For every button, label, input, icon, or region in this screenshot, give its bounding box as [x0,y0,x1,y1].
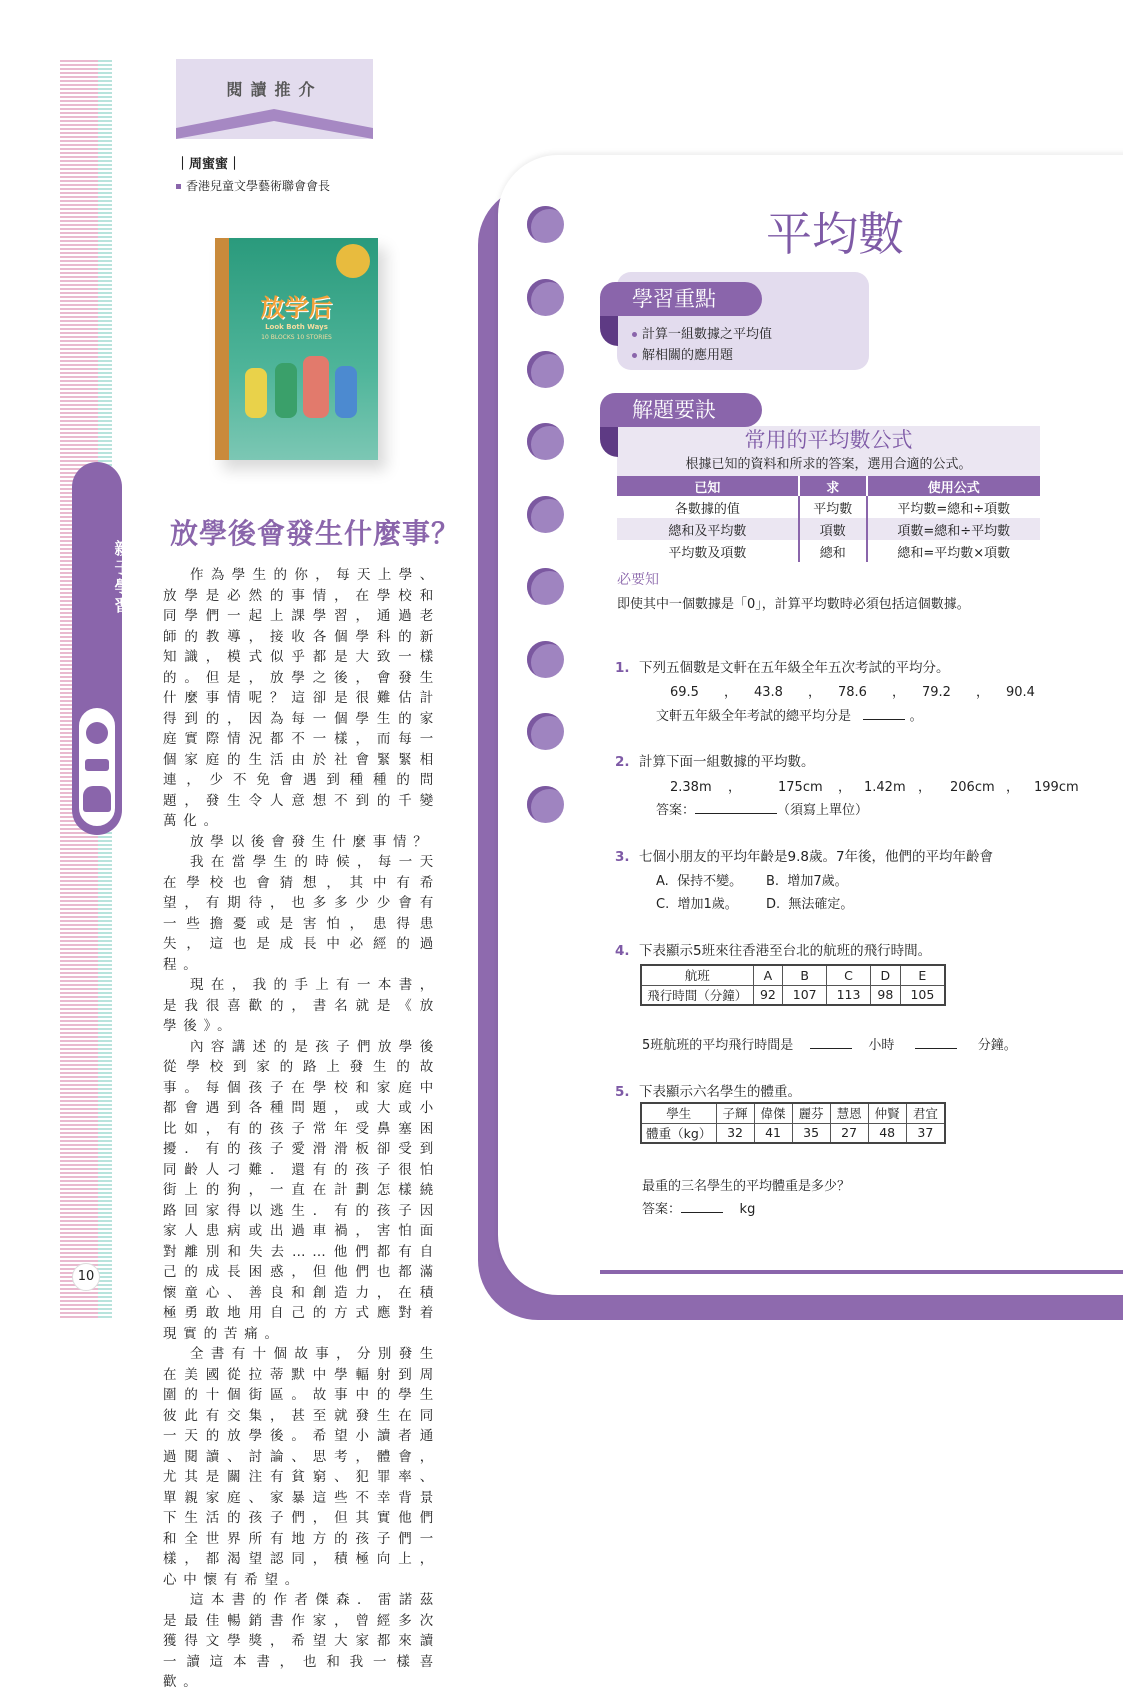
value: 90.4 [1006,685,1035,700]
answer-line [656,705,923,724]
option-letter: A. [656,874,669,889]
value: 43.8 [754,685,783,700]
paragraph: 全書有十個故事，分別發生在美國從拉蒂默中學輻射到周圍的十個街區。故事中的學生彼此有交集，甚至就發生在同一天的放學後。希望小讀者通過閱讀、討論、思考，體會，尤其是關注有貧窮、犯罪率、單親家庭、家暴這些不幸背景下生活的孩子們，但其實他們和全世界所有地方的孩子們一樣，都渴望認同，積極向上，心中懷有希望。 [163,1346,440,1588]
weight-table [640,1102,946,1144]
cell: D [870,965,900,985]
option-text: 增加1歲。 [677,897,738,912]
question-text: 七個小朋友的平均年齡是9.8歲。7年後，他們的平均年齡會 [639,849,994,865]
binder-hole-icon [527,713,564,750]
answer-line [642,1198,755,1217]
value: 79.2 [922,685,951,700]
question-text: 下表顯示六名學生的體重。 [639,1084,801,1100]
table-row [617,518,1040,540]
answer-blank-hours[interactable] [810,1037,852,1049]
formula-description: 根據已知的資料和所求的答案，選用合適的公式。 [685,457,972,472]
cell: 41 [754,1123,792,1143]
separator: ， [728,780,742,795]
separator: ， [976,685,990,700]
chevron-decoration [176,109,373,139]
banner-title: 閱讀推介 [226,80,323,99]
author-role: 香港兒童文學藝術聯會會長 [176,177,330,194]
table-row [641,985,945,1005]
question-number: 2. [615,754,630,770]
cell: 平均數及項數 [617,540,799,562]
header-cell: 已知 [617,476,799,496]
table-row [641,1103,945,1123]
book-cover-image [215,238,378,460]
answer-blank-minutes[interactable] [915,1037,957,1049]
focus-item: 解相關的應用題 [632,344,733,363]
must-know-label: 必要知 [617,572,659,588]
cell: 偉傑 [754,1103,792,1123]
cell: B [783,965,827,985]
answer-unit: 小時 [868,1038,895,1053]
separator: ， [918,780,932,795]
cell: 98 [870,985,900,1005]
binder-hole-icon [527,786,564,823]
option-c[interactable] [656,893,738,912]
cell: 體重（kg） [641,1123,716,1143]
cell: 平均數=總和÷項數 [867,496,1040,518]
page-number: 10 [72,1263,100,1291]
binder-hole-icon [527,496,564,533]
paragraph: 作為學生的你，每天上學、放學是必然的事情，在學校和同學們一起上課學習，通過老師的教導，接收各個學科的新知識，模式似乎都是大致一樣的。但是，放學之後，會發生什麼事情呢？這卻是很難估計得到的，因為每一個學生的家庭實際情況都不一樣，而每一個家庭的生活由於社會緊緊相連，少不免會遇到種種的問題，發生令人意想不到的千變萬化。 [163,567,440,829]
option-text: 無法確定。 [788,897,854,912]
question-number: 1. [615,660,630,676]
book-title: 放学后 [260,294,333,322]
table-row [617,496,1040,518]
separator: ， [724,685,738,700]
cell: 105 [900,985,945,1005]
question-number: 3. [615,849,630,865]
cell: A [753,965,783,985]
paragraph: 我在當學生的時候，每一天在學校也會猜想，其中有希望，有期待，也多多少少會有一些擔憂或是害怕，患得患失，這也是成長中必經的過程。 [163,854,440,973]
binder-hole-icon [527,206,564,243]
answer-prefix: 答案： [656,803,696,818]
question-3 [615,845,993,865]
cell: 慧恩 [830,1103,868,1123]
question-text: 下列五個數是文軒在五年級全年五次考試的平均分。 [639,660,950,676]
option-d[interactable] [766,893,853,912]
formula-box [617,426,1040,562]
article-title: 放學後會發生什麼事？ [170,517,461,550]
option-text: 增加7歲。 [787,874,848,889]
tips-label: 解題要訣 [600,393,762,427]
table-row [617,540,1040,562]
cell: 麗芬 [792,1103,830,1123]
value: 175cm [778,780,823,795]
option-b[interactable] [766,870,848,889]
cell: 48 [868,1123,906,1143]
cell: 君宜 [906,1103,945,1123]
paragraph: 放學以後會發生什麼事情？ [190,833,434,850]
section-label: 親子學習 [112,540,131,616]
option-letter: D. [766,897,781,912]
binder-hole-icon [527,351,564,388]
header-cell: 使用公式 [867,476,1040,496]
cell: 各數據的值 [617,496,799,518]
formula-title: 常用的平均數公式 [744,428,913,452]
value: 78.6 [838,685,867,700]
cell: 平均數 [799,496,867,518]
author-name: ｜周蜜蜜｜ [176,157,242,172]
reading-banner [176,59,373,139]
cell: 92 [753,985,783,1005]
separator: ， [808,685,822,700]
binder-hole-icon [527,641,564,678]
award-seal-icon [336,244,370,278]
option-letter: B. [766,874,780,889]
question-4 [615,939,931,959]
binder-hole-icon [527,279,564,316]
question-number: 4. [615,943,630,959]
divider [600,1270,1123,1274]
cell: 仲賢 [868,1103,906,1123]
cell: 32 [716,1123,754,1143]
question-1 [615,656,950,676]
value: 199cm [1034,780,1079,795]
book-subtitle: Look Both Ways [265,323,328,331]
table-row [641,1123,945,1143]
paragraph: 現在，我的手上有一本書，是我很喜歡的，書名就是《放學後》。 [163,977,440,1034]
worksheet-title: 平均數 [766,207,904,261]
header-cell: 求 [799,476,867,496]
value: 2.38m [670,780,712,795]
cell: 總和 [799,540,867,562]
answer-suffix: 。 [909,709,923,724]
answer-blank[interactable] [681,1201,723,1213]
question-5 [615,1080,801,1100]
option-text: 保持不變。 [677,874,743,889]
value: 1.42m [864,780,906,795]
cell: 項數=總和÷平均數 [867,518,1040,540]
cell: 總和及平均數 [668,523,747,539]
question-number: 5. [615,1084,630,1100]
data-values [670,681,1035,700]
option-letter: C. [656,897,670,912]
answer-prefix: 答案： [642,1202,682,1217]
cell: E [900,965,945,985]
cell: 27 [830,1123,868,1143]
question-text: 計算下面一組數據的平均數。 [639,754,815,770]
question-text: 下表顯示5班來往香港至台北的航班的飛行時間。 [639,943,932,959]
table-row [641,965,945,985]
cell: 107 [783,985,827,1005]
cell: 113 [827,985,871,1005]
data-values [670,776,1079,795]
paragraph: 這本書的作者傑森．雷諾茲是最佳暢銷書作家，曾經多次獲得文學獎，希望大家都來讀一讀這本書，也和我一樣喜歡。 [163,1592,440,1690]
question-2 [615,750,815,770]
cell: 項數 [799,518,867,540]
separator: ， [892,685,906,700]
answer-blank[interactable] [863,708,905,720]
formula-table [617,476,1040,562]
binder-hole-icon [527,568,564,605]
cell: 飛行時間（分鐘） [641,985,753,1005]
section-tab [72,462,131,835]
separator: ， [838,780,852,795]
cell: 37 [906,1123,945,1143]
paragraph: 內容講述的是孩子們放學後從學校到家的路上發生的故事。每個孩子在學校和家庭中都會遇到各種問題，或大或小 比如，有的孩子常年受鼻塞困擾．有的孩子愛滑滑板卻受到同齡人刁難．還有的孩子很怕街上的狗，一直在計劃怎樣繞路回家得以逃生．有的孩子因家人患病或出過車禍，害怕面對離別和失去……他們都有自己的成長困惑，但他們也都滿懷童心、善良和創造力，在積極勇敢地用自己的方式應對着現實的苦痛。 [163,1038,461,1342]
cell: 子輝 [716,1103,754,1123]
must-know-text: 即使其中一個數據是「0」，計算平均數時必須包括這個數據。 [617,597,970,612]
answer-line [656,799,868,818]
cell: 總和=平均數×項數 [867,540,1040,562]
parent-child-learning-icon [76,705,118,829]
answer-line [642,1034,1017,1053]
cell: 學生 [641,1103,716,1123]
focus-item: 計算一組數據之平均值 [632,323,772,342]
answer-prefix: 5班航班的平均飛行時間是 [642,1038,794,1053]
answer-suffix: 分鐘。 [977,1038,1017,1053]
separator: ， [1006,780,1020,795]
sub-question: 最重的三名學生的平均體重是多少？ [642,1179,851,1194]
flight-table [640,964,946,1006]
answer-blank[interactable] [695,802,777,814]
answer-prefix: 文軒五年級全年考試的總平均分是 [656,709,852,724]
value: 206cm [950,780,995,795]
book-tagline: 10 BLOCKS 10 STORIES [261,334,332,341]
value: 69.5 [670,685,699,700]
cell: 35 [792,1123,830,1143]
article-body [163,565,461,1693]
cell: C [827,965,871,985]
answer-suffix: （須寫上單位） [777,803,869,818]
answer-suffix: kg [739,1202,756,1217]
option-a[interactable] [656,870,742,889]
cell: 航班 [641,965,753,985]
binder-hole-icon [527,423,564,460]
focus-label: 學習重點 [600,282,762,316]
